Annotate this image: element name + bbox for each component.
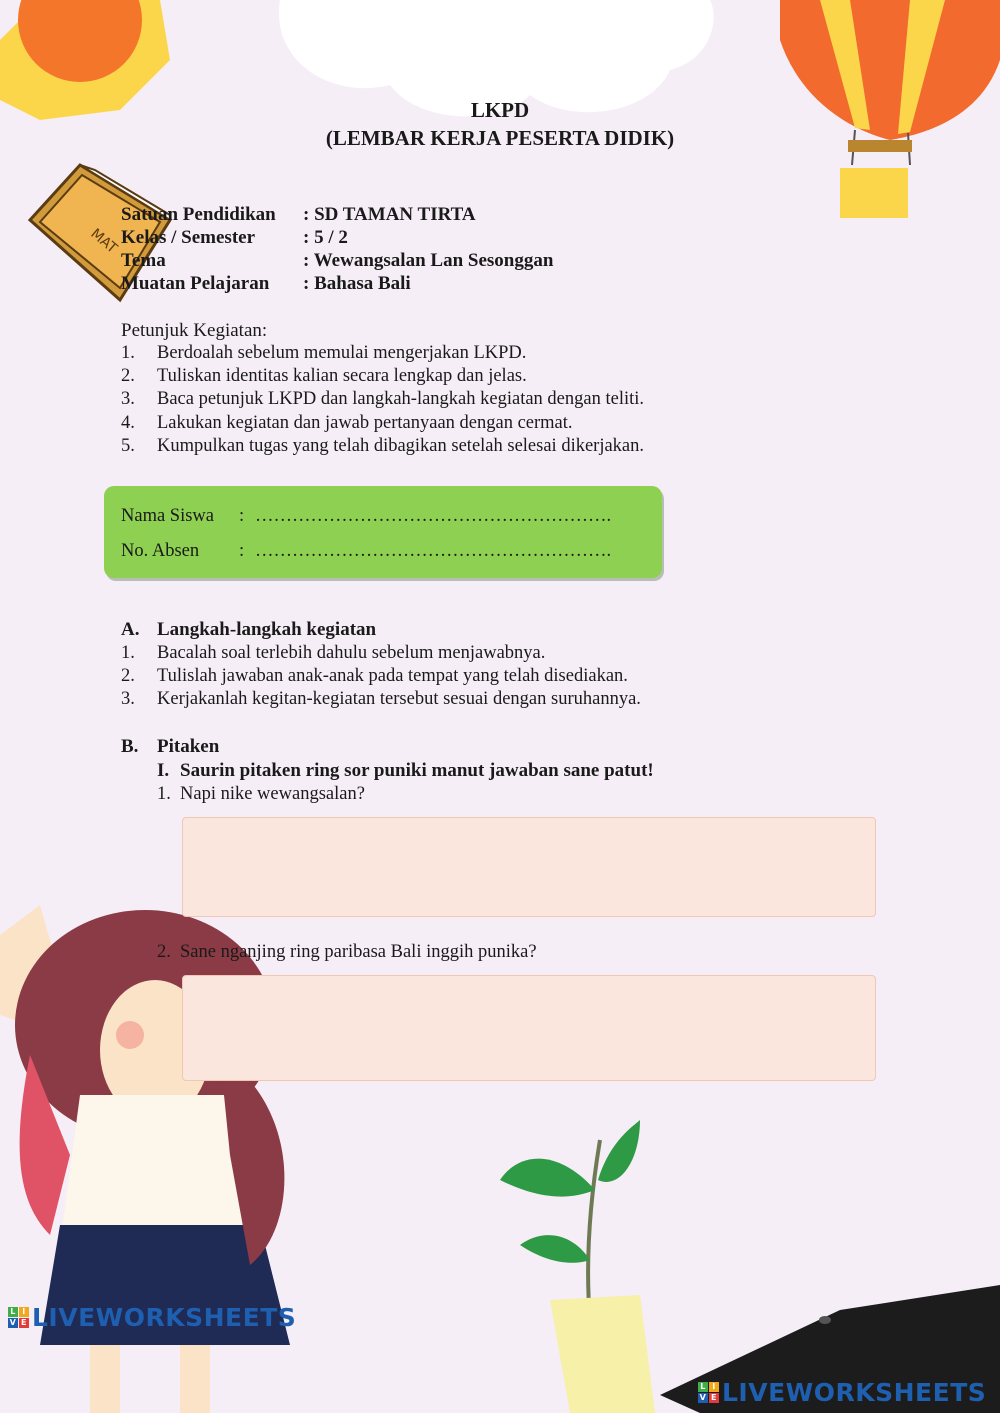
liveworksheets-logo-icon: L I V E bbox=[698, 1382, 719, 1403]
item-text: Bacalah soal terlebih dahulu sebelum menjawabnya. bbox=[157, 643, 546, 663]
identity-label: Muatan Pelajaran bbox=[121, 273, 270, 294]
student-name-field[interactable]: …………………………………………………. bbox=[255, 506, 612, 526]
liveworksheets-logo-icon: L I V E bbox=[8, 1307, 29, 1328]
identity-label: Kelas / Semester bbox=[121, 227, 256, 248]
item-number: 4. bbox=[121, 412, 135, 433]
liveworksheets-wordmark: LIVEWORKSHEETS bbox=[32, 1303, 297, 1332]
list-item bbox=[121, 666, 641, 689]
list-item bbox=[121, 689, 641, 712]
identity-row-subject bbox=[121, 273, 411, 295]
list-item bbox=[121, 343, 644, 366]
item-text: Tulislah jawaban anak-anak pada tempat yang telah disediakan. bbox=[157, 666, 628, 687]
item-number: 3. bbox=[121, 389, 135, 410]
list-item bbox=[121, 643, 641, 666]
list-item bbox=[121, 413, 644, 436]
item-number: 1. bbox=[121, 343, 135, 363]
question-text: Napi nike wewangsalan? bbox=[180, 784, 365, 804]
identity-value: : 5 / 2 bbox=[303, 227, 348, 248]
item-number: 3. bbox=[121, 689, 135, 710]
item-text: Lakukan kegiatan dan jawab pertanyaan dengan cermat. bbox=[157, 412, 573, 433]
list-item bbox=[121, 389, 644, 412]
identity-label: Tema bbox=[121, 250, 166, 271]
item-text: Baca petunjuk LKPD dan langkah-langkah kegiatan dengan teliti. bbox=[157, 389, 645, 410]
question-2 bbox=[157, 942, 537, 963]
question-number: 2. bbox=[157, 942, 171, 962]
identity-value: : Bahasa Bali bbox=[303, 273, 411, 294]
liveworksheets-logo-left bbox=[8, 1303, 296, 1332]
identity-row-theme bbox=[121, 250, 553, 272]
sub-number: I. bbox=[157, 760, 170, 781]
list-item bbox=[121, 436, 644, 459]
item-number: 2. bbox=[121, 666, 135, 687]
question-number: 1. bbox=[157, 784, 171, 804]
identity-row-class bbox=[121, 227, 348, 249]
section-title: Pitaken bbox=[157, 736, 220, 757]
section-b-heading bbox=[121, 736, 219, 758]
answer-box-1[interactable] bbox=[182, 817, 876, 917]
item-text: Kumpulkan tugas yang telah dibagikan setelah selesai dikerjakan. bbox=[157, 435, 645, 456]
item-text: Berdoalah sebelum memulai mengerjakan LKPD. bbox=[157, 343, 527, 363]
student-absen-label: No. Absen bbox=[121, 541, 200, 561]
section-number: B. bbox=[121, 736, 139, 757]
student-info-box bbox=[104, 486, 662, 578]
student-name-label: Nama Siswa bbox=[121, 506, 214, 526]
identity-label: Satuan Pendidikan bbox=[121, 204, 276, 225]
item-number: 1. bbox=[121, 643, 135, 663]
page-subtitle: (LEMBAR KERJA PESERTA DIDIK) bbox=[325, 126, 675, 150]
sub-title: Saurin pitaken ring sor puniki manut jawaban sane patut! bbox=[180, 760, 654, 781]
section-a-heading bbox=[121, 619, 376, 641]
section-b-subheading bbox=[157, 760, 654, 782]
section-number: A. bbox=[121, 619, 140, 640]
item-text: Kerjakanlah kegitan-kegiatan tersebut sesuai dengan suruhannya. bbox=[157, 689, 641, 710]
student-absen-row bbox=[121, 541, 611, 562]
question-1 bbox=[157, 784, 365, 805]
colon: : bbox=[239, 541, 245, 561]
list-item bbox=[121, 366, 644, 389]
liveworksheets-logo-right bbox=[698, 1378, 986, 1407]
item-text: Tuliskan identitas kalian secara lengkap dan jelas. bbox=[157, 366, 527, 387]
student-name-row bbox=[121, 506, 611, 527]
instructions-heading: Petunjuk Kegiatan: bbox=[121, 320, 268, 341]
item-number: 5. bbox=[121, 435, 135, 456]
section-a-list bbox=[121, 643, 641, 713]
question-text: Sane nganjing ring paribasa Bali inggih punika? bbox=[180, 942, 537, 962]
page-title: LKPD bbox=[470, 98, 530, 122]
colon: : bbox=[239, 506, 245, 526]
svg-text:MAT: MAT bbox=[87, 225, 121, 257]
section-title: Langkah-langkah kegiatan bbox=[157, 619, 377, 640]
student-absen-field[interactable]: …………………………………………………. bbox=[255, 541, 612, 561]
instructions-list bbox=[121, 343, 644, 459]
identity-row-school bbox=[121, 204, 476, 226]
identity-value: : SD TAMAN TIRTA bbox=[303, 204, 476, 225]
liveworksheets-wordmark: LIVEWORKSHEETS bbox=[722, 1378, 987, 1407]
item-number: 2. bbox=[121, 366, 135, 387]
identity-value: : Wewangsalan Lan Sesonggan bbox=[303, 250, 554, 271]
answer-box-2[interactable] bbox=[182, 975, 876, 1081]
